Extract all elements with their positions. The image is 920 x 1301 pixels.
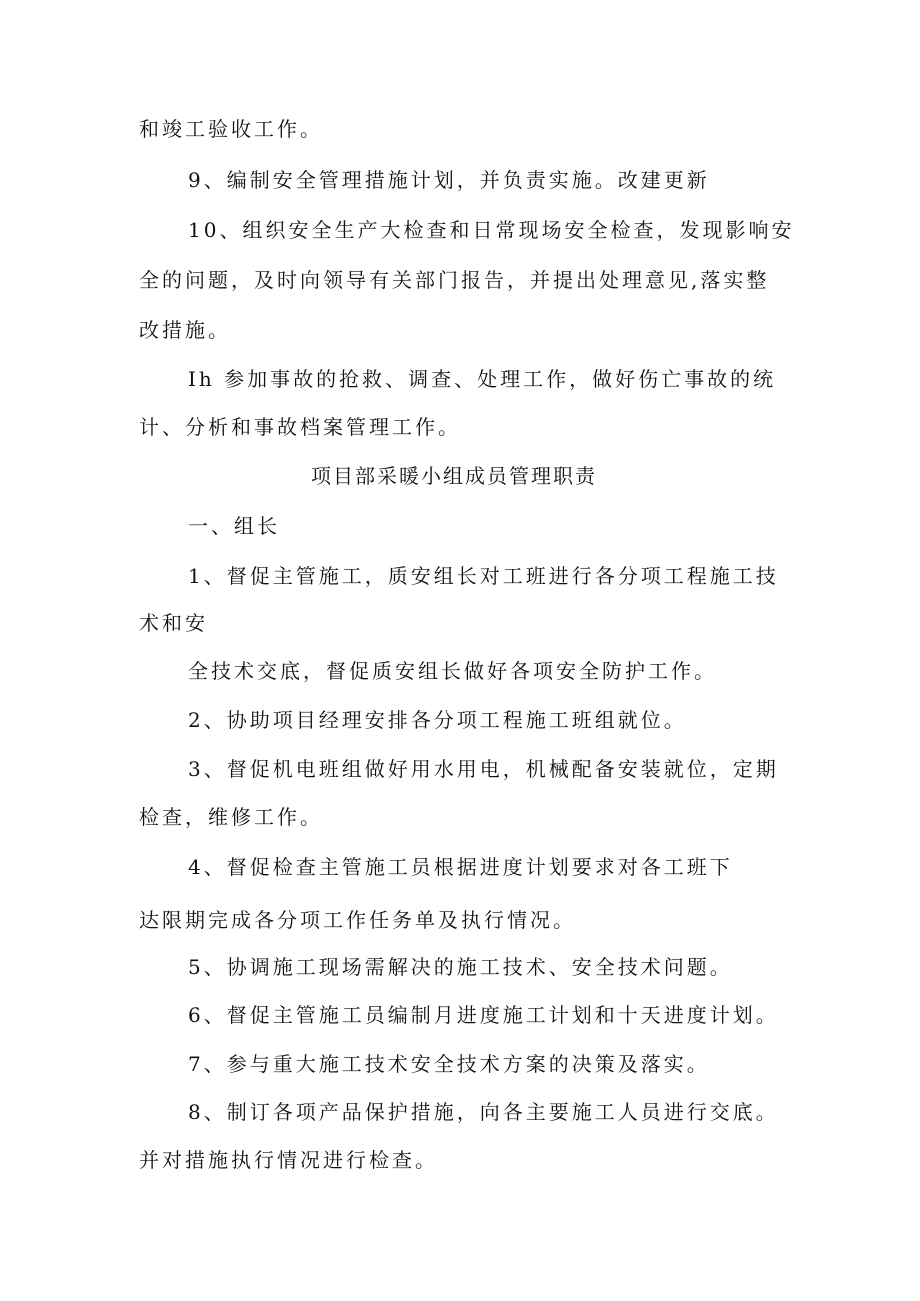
text-line-5: 改措施。 [139, 318, 231, 342]
text-line-16: 4、督促检查主管施工员根据进度计划要求对各工班下 [188, 855, 733, 879]
text-line-7: 计、分析和事故档案管理工作。 [139, 415, 461, 439]
text-line-17: 达限期完成各分项工作任务单及执行情况。 [139, 908, 576, 932]
text-line-19: 6、督促主管施工员编制月进度施工计划和十天进度计划。 [188, 1003, 779, 1027]
text-line-6: Ih 参加事故的抢救、调查、处理工作，做好伤亡事故的统 [188, 367, 777, 391]
text-line-15: 检查，维修工作。 [139, 805, 323, 829]
text-line-1: 和竣工验收工作。 [139, 117, 323, 141]
text-line-2: 9、编制安全管理措施计划，并负责实施。改建更新 [188, 168, 710, 192]
text-line-18: 5、协调施工现场需解决的施工技术、安全技术问题。 [188, 955, 733, 979]
text-line-3: 10、组织安全生产大检查和日常现场安全检查，发现影响安 [188, 218, 795, 242]
text-line-4: 全的问题，及时向领导有关部门报告，并提出处理意见,落实整 [139, 268, 770, 292]
text-line-13: 2、协助项目经理安排各分项工程施工班组就位。 [188, 708, 687, 732]
text-line-11: 术和安 [139, 611, 208, 635]
text-line-22: 并对措施执行情况进行检查。 [139, 1148, 438, 1172]
text-line-20: 7、参与重大施工技术安全技术方案的决策及落实。 [188, 1052, 710, 1076]
subsection-title: 一、组长 [188, 514, 280, 538]
section-title: 项目部采暖小组成员管理职责 [311, 464, 597, 488]
text-line-21: 8、制订各项产品保护措施，向各主要施工人员进行交底。 [188, 1100, 779, 1124]
text-line-12: 全技术交底，督促质安组长做好各项安全防护工作。 [188, 659, 717, 683]
text-line-10: 1、督促主管施工，质安组长对工班进行各分项工程施工技 [188, 564, 779, 588]
text-line-14: 3、督促机电班组做好用水用电，机械配备安装就位，定期 [188, 757, 779, 781]
